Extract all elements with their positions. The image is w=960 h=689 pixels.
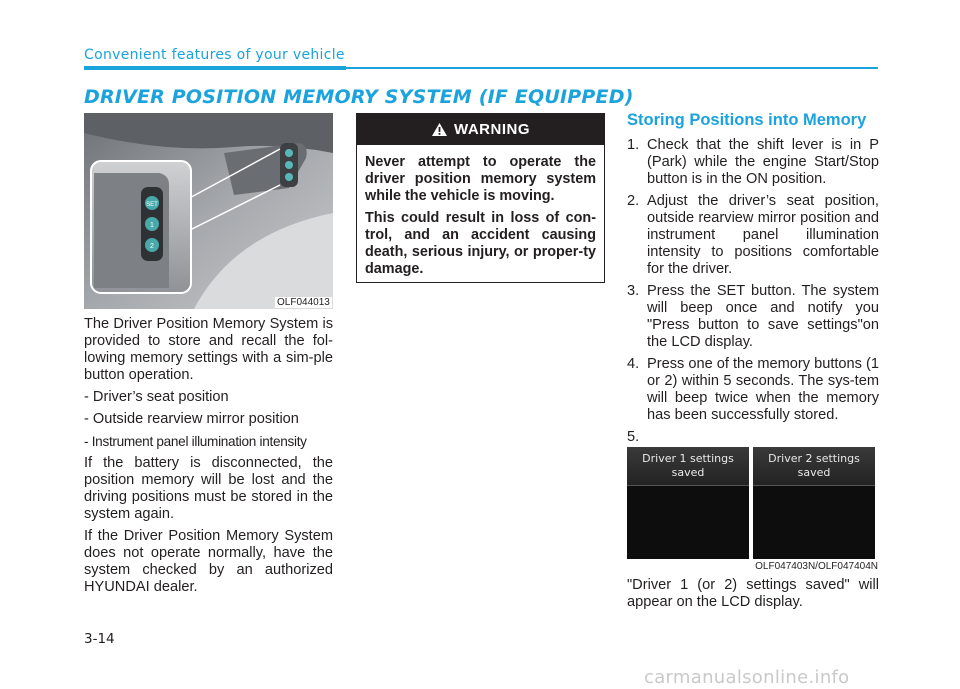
door-memory-buttons-photo bbox=[84, 113, 333, 309]
warning-body bbox=[357, 145, 604, 278]
step-number: 2. bbox=[627, 193, 640, 209]
storing-steps bbox=[627, 137, 879, 451]
warning-paragraph: This could result in loss of con-trol, and an accident causing death, serious injury, or proper-ty damage. bbox=[365, 210, 596, 277]
page-number: 3-14 bbox=[84, 631, 115, 647]
lcd-display-figure bbox=[627, 447, 878, 570]
step-text: Press the SET button. The system will beep once and notify you "Press button to save settings"on the LCD display. bbox=[647, 283, 879, 350]
page-title: DRIVER POSITION MEMORY SYSTEM (IF EQUIPPED) bbox=[84, 86, 634, 108]
step-item bbox=[627, 283, 879, 351]
lcd-screen-driver-1 bbox=[627, 447, 749, 559]
lcd-screen-driver-2 bbox=[753, 447, 875, 559]
door-panel-illustration bbox=[84, 113, 333, 309]
step-number: 3. bbox=[627, 283, 640, 299]
step-text: Adjust the driver’s seat position, outside rearview mirror position and instrument panel illumination intensity to positions comfortable for the driver. bbox=[647, 193, 879, 277]
warning-box bbox=[356, 113, 605, 283]
warning-triangle-icon bbox=[431, 122, 448, 137]
memory-item: - Outside rearview mirror position bbox=[84, 411, 299, 427]
warning-label: WARNING bbox=[454, 121, 530, 138]
memory-item: - Instrument panel illumination intensity bbox=[84, 434, 307, 449]
lcd-message-driver-2: Driver 2 settings saved bbox=[753, 447, 875, 486]
photo-caption: OLF044013 bbox=[277, 297, 330, 308]
section-rule-thick bbox=[84, 66, 346, 70]
watermark: carmanualsonline.info bbox=[644, 667, 850, 688]
step-text: Check that the shift lever is in P (Park) while the engine Start/Stop button is in the ON position. bbox=[647, 137, 879, 187]
final-note: "Driver 1 (or 2) settings saved" will appear on the LCD display. bbox=[627, 577, 879, 610]
step-text: Press one of the memory buttons (1 or 2) within 5 seconds. The sys-tem will beep twice when the memory has been successfully stored. bbox=[647, 356, 879, 423]
storing-title: Storing Positions into Memory bbox=[627, 111, 867, 129]
lcd-caption: OLF047403N/OLF047404N bbox=[755, 561, 878, 572]
intro-paragraph: The Driver Position Memory System is provided to store and recall the fol-lowing memory settings with a sim-ple button operation. bbox=[84, 316, 333, 383]
step-item bbox=[627, 193, 879, 278]
memory-item: - Driver’s seat position bbox=[84, 389, 229, 405]
warning-paragraph: Never attempt to operate the driver position memory system while the vehicle is moving. bbox=[365, 154, 596, 204]
battery-note: If the battery is disconnected, the position memory will be lost and the driving positions must be stored in the system again. bbox=[84, 455, 333, 522]
warning-header bbox=[357, 114, 604, 145]
svg-text:2: 2 bbox=[150, 243, 154, 250]
svg-text:1: 1 bbox=[150, 222, 154, 229]
section-rule-thin bbox=[346, 67, 878, 69]
section-label: Convenient features of your vehicle bbox=[84, 47, 345, 63]
lcd-message-driver-1: Driver 1 settings saved bbox=[627, 447, 749, 486]
left-column bbox=[84, 316, 333, 601]
step-item bbox=[627, 429, 879, 446]
dealer-note: If the Driver Position Memory System does not operate normally, have the system checked by an authorized HYUNDAI dealer. bbox=[84, 528, 333, 595]
step-item bbox=[627, 356, 879, 424]
step-number: 4. bbox=[627, 356, 640, 372]
step-number: 1. bbox=[627, 137, 640, 153]
step-item bbox=[627, 137, 879, 188]
step-number: 5. bbox=[627, 429, 640, 445]
svg-text:SET: SET bbox=[146, 202, 158, 208]
